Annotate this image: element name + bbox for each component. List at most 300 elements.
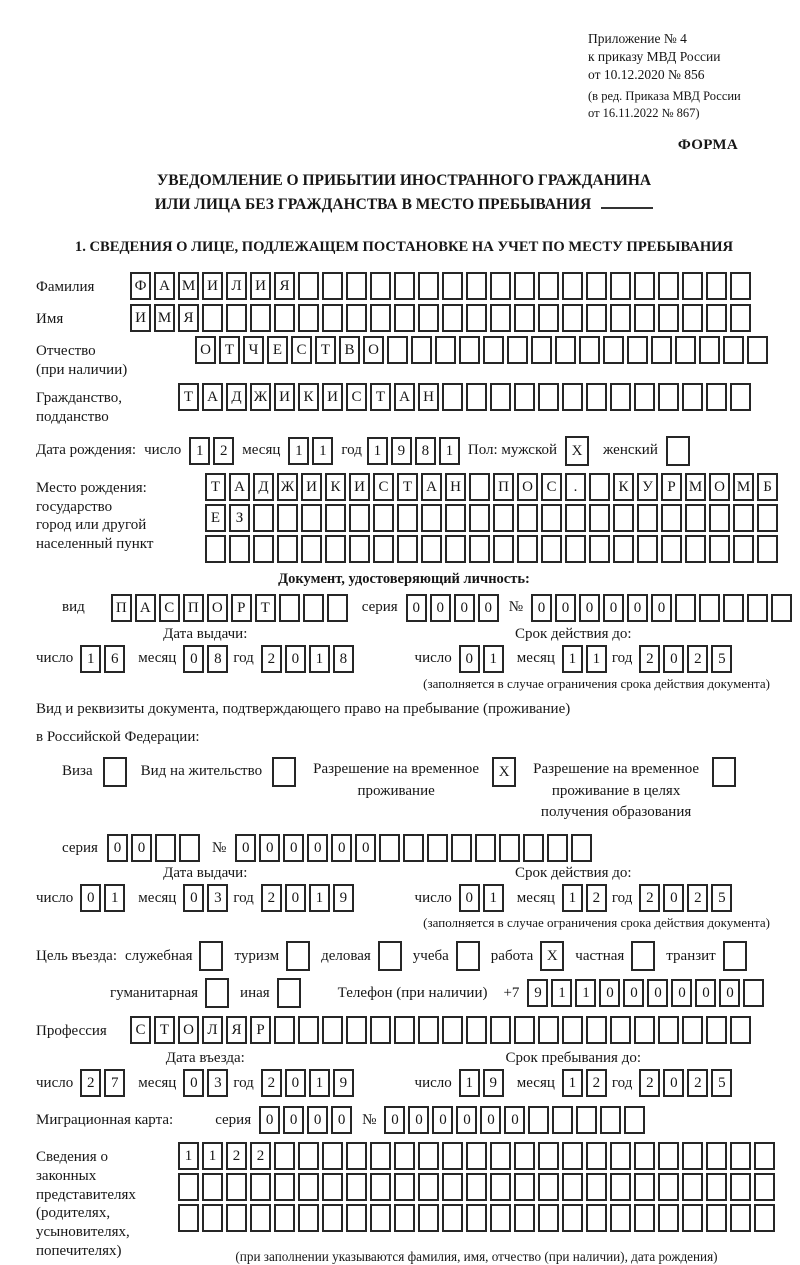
char-cell[interactable] [373, 504, 394, 532]
char-cell[interactable]: 0 [131, 834, 152, 862]
char-cell[interactable]: 0 [80, 884, 101, 912]
char-cell[interactable]: М [733, 473, 754, 501]
char-cell[interactable] [155, 834, 176, 862]
char-cell[interactable]: 0 [408, 1106, 429, 1134]
identity-expiry-year-cells[interactable] [639, 645, 732, 673]
char-cell[interactable] [397, 504, 418, 532]
char-cell[interactable] [397, 535, 418, 563]
char-cell[interactable] [730, 272, 751, 300]
residence-permit-checkbox[interactable] [272, 757, 296, 787]
char-cell[interactable]: 6 [104, 645, 125, 673]
char-cell[interactable]: 0 [259, 834, 280, 862]
char-cell[interactable]: Р [231, 594, 252, 622]
char-cell[interactable] [634, 1173, 655, 1201]
char-cell[interactable]: 0 [599, 979, 620, 1007]
char-cell[interactable] [394, 1142, 415, 1170]
char-cell[interactable] [427, 834, 448, 862]
char-cell[interactable] [418, 1016, 439, 1044]
char-cell[interactable] [610, 1142, 631, 1170]
char-cell[interactable] [202, 304, 223, 332]
char-cell[interactable]: 2 [687, 884, 708, 912]
char-cell[interactable] [394, 1204, 415, 1232]
char-cell[interactable] [178, 1173, 199, 1201]
char-cell[interactable]: Ч [243, 336, 264, 364]
representatives-cells-row2[interactable] [178, 1173, 775, 1201]
char-cell[interactable]: 0 [623, 979, 644, 1007]
char-cell[interactable]: 0 [663, 884, 684, 912]
char-cell[interactable] [658, 304, 679, 332]
birth-month-cells[interactable] [288, 437, 333, 465]
char-cell[interactable] [586, 304, 607, 332]
residence-expiry-day-cells[interactable] [459, 884, 504, 912]
char-cell[interactable] [466, 304, 487, 332]
char-cell[interactable] [586, 1016, 607, 1044]
char-cell[interactable] [298, 1204, 319, 1232]
char-cell[interactable] [586, 1173, 607, 1201]
char-cell[interactable] [349, 504, 370, 532]
char-cell[interactable] [322, 304, 343, 332]
char-cell[interactable]: 8 [415, 437, 436, 465]
identity-issue-year-cells[interactable] [261, 645, 354, 673]
char-cell[interactable] [322, 1016, 343, 1044]
char-cell[interactable] [562, 1204, 583, 1232]
char-cell[interactable]: 0 [647, 979, 668, 1007]
char-cell[interactable]: 0 [627, 594, 648, 622]
char-cell[interactable]: 0 [355, 834, 376, 862]
char-cell[interactable] [682, 1204, 703, 1232]
char-cell[interactable] [771, 594, 792, 622]
char-cell[interactable] [589, 504, 610, 532]
char-cell[interactable] [538, 1016, 559, 1044]
char-cell[interactable] [634, 272, 655, 300]
char-cell[interactable]: 8 [207, 645, 228, 673]
char-cell[interactable] [469, 504, 490, 532]
char-cell[interactable]: 0 [651, 594, 672, 622]
char-cell[interactable]: И [349, 473, 370, 501]
char-cell[interactable] [610, 1173, 631, 1201]
char-cell[interactable] [562, 304, 583, 332]
char-cell[interactable]: У [637, 473, 658, 501]
char-cell[interactable] [514, 1142, 535, 1170]
surname-cells[interactable] [130, 272, 751, 300]
char-cell[interactable]: 0 [259, 1106, 280, 1134]
char-cell[interactable] [421, 504, 442, 532]
char-cell[interactable] [743, 979, 764, 1007]
purpose-other-checkbox[interactable] [277, 978, 301, 1008]
char-cell[interactable] [706, 1016, 727, 1044]
char-cell[interactable] [562, 272, 583, 300]
char-cell[interactable] [493, 504, 514, 532]
char-cell[interactable] [658, 1173, 679, 1201]
char-cell[interactable]: Ф [130, 272, 151, 300]
char-cell[interactable]: Е [205, 504, 226, 532]
char-cell[interactable] [403, 834, 424, 862]
char-cell[interactable] [634, 383, 655, 411]
char-cell[interactable]: О [363, 336, 384, 364]
char-cell[interactable]: 1 [551, 979, 572, 1007]
char-cell[interactable] [730, 1173, 751, 1201]
char-cell[interactable] [387, 336, 408, 364]
char-cell[interactable] [274, 304, 295, 332]
identity-issue-day-cells[interactable] [80, 645, 125, 673]
char-cell[interactable]: 7 [104, 1069, 125, 1097]
char-cell[interactable]: 2 [687, 645, 708, 673]
char-cell[interactable]: С [291, 336, 312, 364]
purpose-business-checkbox[interactable] [378, 941, 402, 971]
char-cell[interactable] [346, 272, 367, 300]
char-cell[interactable] [418, 272, 439, 300]
char-cell[interactable] [303, 594, 324, 622]
char-cell[interactable] [754, 1142, 775, 1170]
char-cell[interactable] [250, 1204, 271, 1232]
char-cell[interactable]: 1 [309, 884, 330, 912]
char-cell[interactable] [730, 1016, 751, 1044]
char-cell[interactable]: Л [202, 1016, 223, 1044]
char-cell[interactable] [538, 1142, 559, 1170]
char-cell[interactable] [586, 1142, 607, 1170]
char-cell[interactable] [298, 272, 319, 300]
char-cell[interactable]: З [229, 504, 250, 532]
char-cell[interactable] [658, 383, 679, 411]
stay-month-cells[interactable] [562, 1069, 607, 1097]
char-cell[interactable] [565, 504, 586, 532]
char-cell[interactable] [757, 535, 778, 563]
char-cell[interactable] [298, 1173, 319, 1201]
char-cell[interactable] [250, 1173, 271, 1201]
identity-kind-cells[interactable] [111, 594, 348, 622]
char-cell[interactable] [747, 336, 768, 364]
char-cell[interactable]: Н [418, 383, 439, 411]
char-cell[interactable]: 0 [107, 834, 128, 862]
entry-year-cells[interactable] [261, 1069, 354, 1097]
char-cell[interactable] [757, 504, 778, 532]
char-cell[interactable]: И [274, 383, 295, 411]
char-cell[interactable] [202, 1204, 223, 1232]
char-cell[interactable]: 0 [235, 834, 256, 862]
char-cell[interactable] [586, 383, 607, 411]
char-cell[interactable]: С [541, 473, 562, 501]
char-cell[interactable] [226, 1173, 247, 1201]
representatives-cells-row1[interactable] [178, 1142, 775, 1170]
char-cell[interactable] [418, 1173, 439, 1201]
temp-residence-checkbox[interactable]: X [492, 757, 516, 787]
char-cell[interactable] [538, 272, 559, 300]
char-cell[interactable] [475, 834, 496, 862]
char-cell[interactable]: 9 [333, 1069, 354, 1097]
char-cell[interactable] [675, 336, 696, 364]
char-cell[interactable] [466, 383, 487, 411]
char-cell[interactable]: 0 [307, 834, 328, 862]
char-cell[interactable]: 2 [226, 1142, 247, 1170]
char-cell[interactable] [613, 535, 634, 563]
char-cell[interactable]: Д [226, 383, 247, 411]
char-cell[interactable]: 0 [432, 1106, 453, 1134]
char-cell[interactable] [327, 594, 348, 622]
char-cell[interactable] [723, 594, 744, 622]
citizenship-cells[interactable] [178, 383, 751, 411]
char-cell[interactable] [576, 1106, 597, 1134]
patronymic-cells[interactable] [195, 336, 768, 364]
char-cell[interactable] [226, 1204, 247, 1232]
char-cell[interactable] [379, 834, 400, 862]
char-cell[interactable] [624, 1106, 645, 1134]
char-cell[interactable] [610, 304, 631, 332]
char-cell[interactable]: 2 [639, 1069, 660, 1097]
char-cell[interactable]: Д [253, 473, 274, 501]
char-cell[interactable]: 0 [478, 594, 499, 622]
char-cell[interactable]: М [154, 304, 175, 332]
char-cell[interactable] [442, 1016, 463, 1044]
char-cell[interactable] [298, 1142, 319, 1170]
char-cell[interactable] [301, 504, 322, 532]
char-cell[interactable]: 0 [663, 645, 684, 673]
purpose-humanitarian-checkbox[interactable] [205, 978, 229, 1008]
char-cell[interactable] [346, 1016, 367, 1044]
char-cell[interactable] [538, 1173, 559, 1201]
char-cell[interactable] [637, 535, 658, 563]
char-cell[interactable]: Л [226, 272, 247, 300]
char-cell[interactable] [490, 1173, 511, 1201]
stay-year-cells[interactable] [639, 1069, 732, 1097]
char-cell[interactable]: С [130, 1016, 151, 1044]
char-cell[interactable]: 0 [285, 645, 306, 673]
char-cell[interactable] [634, 1142, 655, 1170]
char-cell[interactable] [706, 1204, 727, 1232]
char-cell[interactable] [514, 1173, 535, 1201]
char-cell[interactable] [547, 834, 568, 862]
char-cell[interactable] [279, 594, 300, 622]
profession-cells[interactable] [130, 1016, 751, 1044]
char-cell[interactable]: Б [757, 473, 778, 501]
char-cell[interactable]: 0 [504, 1106, 525, 1134]
char-cell[interactable]: 1 [80, 645, 101, 673]
char-cell[interactable] [346, 1142, 367, 1170]
char-cell[interactable]: 9 [527, 979, 548, 1007]
char-cell[interactable]: 0 [719, 979, 740, 1007]
char-cell[interactable]: 2 [261, 645, 282, 673]
identity-issue-month-cells[interactable] [183, 645, 228, 673]
char-cell[interactable] [490, 383, 511, 411]
char-cell[interactable] [490, 304, 511, 332]
char-cell[interactable]: 1 [439, 437, 460, 465]
char-cell[interactable] [418, 1142, 439, 1170]
purpose-private-checkbox[interactable] [631, 941, 655, 971]
char-cell[interactable]: 2 [586, 884, 607, 912]
char-cell[interactable] [370, 1204, 391, 1232]
char-cell[interactable] [179, 834, 200, 862]
char-cell[interactable] [274, 1142, 295, 1170]
char-cell[interactable]: Я [274, 272, 295, 300]
visa-checkbox[interactable] [103, 757, 127, 787]
char-cell[interactable]: 9 [483, 1069, 504, 1097]
char-cell[interactable] [517, 504, 538, 532]
identity-expiry-day-cells[interactable] [459, 645, 504, 673]
char-cell[interactable] [226, 304, 247, 332]
char-cell[interactable]: Р [250, 1016, 271, 1044]
char-cell[interactable]: 1 [562, 1069, 583, 1097]
char-cell[interactable] [562, 383, 583, 411]
char-cell[interactable] [706, 1142, 727, 1170]
char-cell[interactable]: 0 [671, 979, 692, 1007]
char-cell[interactable]: 0 [459, 884, 480, 912]
birth-day-cells[interactable] [189, 437, 234, 465]
char-cell[interactable]: 1 [483, 645, 504, 673]
char-cell[interactable]: Т [315, 336, 336, 364]
char-cell[interactable]: 0 [183, 645, 204, 673]
char-cell[interactable] [541, 504, 562, 532]
char-cell[interactable]: О [195, 336, 216, 364]
char-cell[interactable] [298, 304, 319, 332]
residence-series-cells[interactable] [107, 834, 200, 862]
char-cell[interactable]: 0 [663, 1069, 684, 1097]
entry-day-cells[interactable] [80, 1069, 125, 1097]
char-cell[interactable] [514, 383, 535, 411]
char-cell[interactable] [589, 535, 610, 563]
char-cell[interactable] [490, 1204, 511, 1232]
phone-cells[interactable] [527, 979, 764, 1007]
char-cell[interactable]: 0 [603, 594, 624, 622]
char-cell[interactable] [706, 304, 727, 332]
char-cell[interactable] [253, 535, 274, 563]
char-cell[interactable]: В [339, 336, 360, 364]
char-cell[interactable] [418, 304, 439, 332]
char-cell[interactable] [250, 304, 271, 332]
identity-number-cells[interactable] [531, 594, 792, 622]
char-cell[interactable]: 0 [285, 884, 306, 912]
char-cell[interactable]: Я [226, 1016, 247, 1044]
char-cell[interactable] [733, 504, 754, 532]
char-cell[interactable]: С [346, 383, 367, 411]
char-cell[interactable] [637, 504, 658, 532]
char-cell[interactable]: П [493, 473, 514, 501]
birth-place-cells-row3[interactable] [205, 535, 778, 563]
temp-residence-education-checkbox[interactable] [712, 757, 736, 787]
char-cell[interactable] [370, 1016, 391, 1044]
char-cell[interactable] [699, 594, 720, 622]
char-cell[interactable] [274, 1204, 295, 1232]
char-cell[interactable]: 0 [454, 594, 475, 622]
char-cell[interactable] [466, 1204, 487, 1232]
char-cell[interactable] [682, 383, 703, 411]
char-cell[interactable]: 1 [309, 1069, 330, 1097]
char-cell[interactable] [675, 594, 696, 622]
purpose-official-checkbox[interactable] [199, 941, 223, 971]
char-cell[interactable]: 1 [459, 1069, 480, 1097]
char-cell[interactable]: Ж [277, 473, 298, 501]
char-cell[interactable]: 8 [333, 645, 354, 673]
char-cell[interactable] [661, 504, 682, 532]
migration-series-cells[interactable] [259, 1106, 352, 1134]
char-cell[interactable] [507, 336, 528, 364]
char-cell[interactable] [538, 304, 559, 332]
char-cell[interactable] [658, 1016, 679, 1044]
char-cell[interactable]: 0 [579, 594, 600, 622]
char-cell[interactable]: 1 [367, 437, 388, 465]
char-cell[interactable] [274, 1173, 295, 1201]
birth-place-cells-row2[interactable] [205, 504, 778, 532]
char-cell[interactable] [370, 272, 391, 300]
char-cell[interactable]: 1 [483, 884, 504, 912]
char-cell[interactable] [394, 272, 415, 300]
char-cell[interactable]: Ж [250, 383, 271, 411]
char-cell[interactable]: 2 [639, 884, 660, 912]
char-cell[interactable] [277, 535, 298, 563]
char-cell[interactable]: 1 [178, 1142, 199, 1170]
sex-female-checkbox[interactable] [666, 436, 690, 466]
char-cell[interactable] [466, 1173, 487, 1201]
char-cell[interactable] [514, 304, 535, 332]
char-cell[interactable] [658, 1142, 679, 1170]
char-cell[interactable]: К [298, 383, 319, 411]
char-cell[interactable] [730, 383, 751, 411]
char-cell[interactable] [418, 1204, 439, 1232]
char-cell[interactable] [459, 336, 480, 364]
char-cell[interactable] [600, 1106, 621, 1134]
char-cell[interactable]: 2 [250, 1142, 271, 1170]
char-cell[interactable] [301, 535, 322, 563]
purpose-transit-checkbox[interactable] [723, 941, 747, 971]
char-cell[interactable]: П [183, 594, 204, 622]
char-cell[interactable] [610, 383, 631, 411]
char-cell[interactable] [538, 383, 559, 411]
char-cell[interactable]: 1 [288, 437, 309, 465]
identity-series-cells[interactable] [406, 594, 499, 622]
birth-year-cells[interactable] [367, 437, 460, 465]
char-cell[interactable] [322, 1173, 343, 1201]
char-cell[interactable] [562, 1142, 583, 1170]
char-cell[interactable]: 0 [283, 834, 304, 862]
char-cell[interactable] [514, 1204, 535, 1232]
char-cell[interactable] [298, 1016, 319, 1044]
char-cell[interactable] [531, 336, 552, 364]
char-cell[interactable]: Т [219, 336, 240, 364]
char-cell[interactable] [490, 1142, 511, 1170]
char-cell[interactable] [610, 272, 631, 300]
char-cell[interactable]: 0 [430, 594, 451, 622]
char-cell[interactable]: 2 [213, 437, 234, 465]
purpose-study-checkbox[interactable] [456, 941, 480, 971]
residence-expiry-month-cells[interactable] [562, 884, 607, 912]
char-cell[interactable]: О [709, 473, 730, 501]
char-cell[interactable] [442, 383, 463, 411]
residence-issue-month-cells[interactable] [183, 884, 228, 912]
char-cell[interactable] [562, 1173, 583, 1201]
char-cell[interactable]: М [178, 272, 199, 300]
char-cell[interactable] [445, 504, 466, 532]
char-cell[interactable] [490, 1016, 511, 1044]
char-cell[interactable] [466, 1142, 487, 1170]
char-cell[interactable]: Т [205, 473, 226, 501]
char-cell[interactable]: О [178, 1016, 199, 1044]
char-cell[interactable] [469, 535, 490, 563]
char-cell[interactable] [442, 1204, 463, 1232]
char-cell[interactable]: 5 [711, 645, 732, 673]
char-cell[interactable]: Н [445, 473, 466, 501]
char-cell[interactable]: 0 [695, 979, 716, 1007]
char-cell[interactable] [517, 535, 538, 563]
char-cell[interactable]: 0 [456, 1106, 477, 1134]
char-cell[interactable] [394, 1016, 415, 1044]
char-cell[interactable] [229, 535, 250, 563]
char-cell[interactable] [685, 535, 706, 563]
char-cell[interactable]: 0 [384, 1106, 405, 1134]
char-cell[interactable] [682, 1016, 703, 1044]
char-cell[interactable]: 1 [202, 1142, 223, 1170]
char-cell[interactable] [541, 535, 562, 563]
char-cell[interactable]: 2 [687, 1069, 708, 1097]
char-cell[interactable] [370, 1173, 391, 1201]
char-cell[interactable]: 9 [391, 437, 412, 465]
